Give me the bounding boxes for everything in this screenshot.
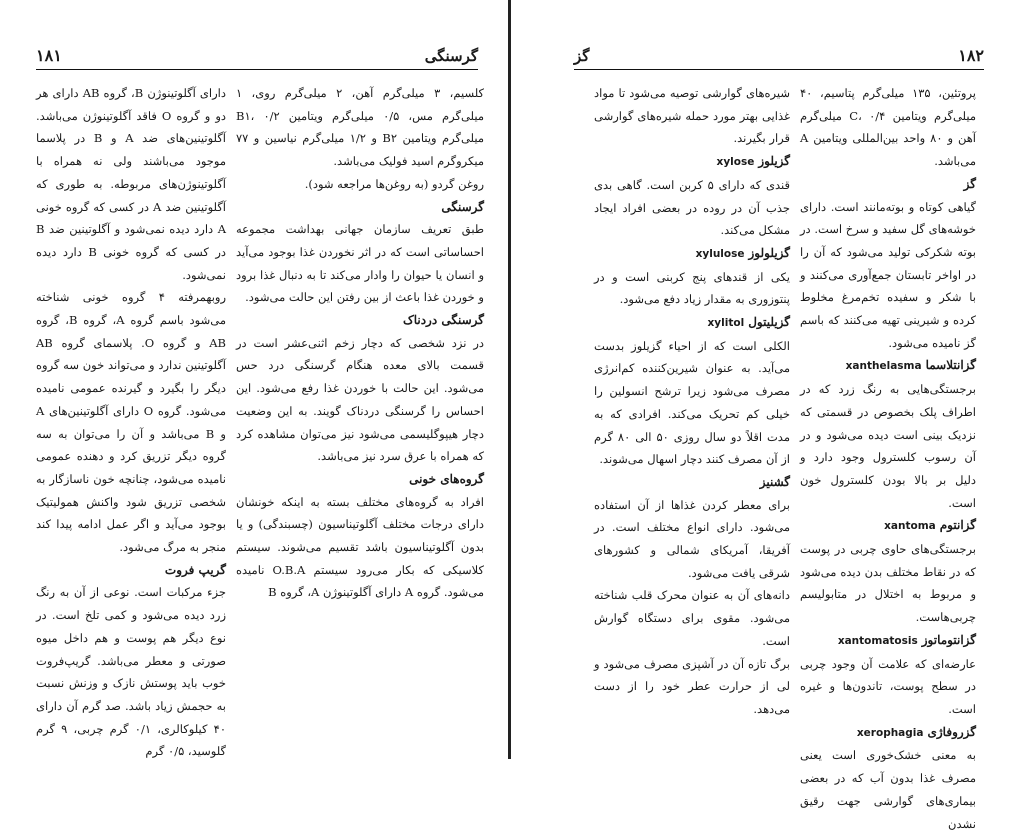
left-page-header: [36, 40, 478, 70]
dictionary-entry: [36, 286, 226, 558]
entry-headword: [800, 354, 976, 378]
headword-persian: گزیلولوز: [748, 245, 790, 260]
left-page-left-column: [36, 82, 227, 759]
dictionary-entry: [800, 721, 976, 835]
entry-headword: گریپ فروت: [164, 562, 226, 577]
entry-definition: افراد به گروه‌های مختلف بسته به اینکه خونشان دارای درجات مختلف آگلوتیناسیون (چسبندگی) و یا بدون آگلوتیناسیون باشد تقسیم می‌شوند. سیستم کلاسیکی که بکار می‌رود سیستم O.B.A نامیده می‌شود. گروه A دارای آگلوتینوژن A، گروه B: [236, 494, 484, 600]
entry-definition: کلسیم، ۳ میلی‌گرم آهن، ۲ میلی‌گرم روی، ۱ میلی‌گرم مس، ۰/۵ میلی‌گرم ویتامین B۱، ۰/۲ میلی‌گرم ویتامین B۲ و ۱/۲ میلی‌گرم نیاسین و ۷۷ میکروگرم اسید فولیک می‌باشد.: [236, 86, 484, 169]
dictionary-entry: [800, 354, 976, 514]
dictionary-entry: [594, 150, 790, 242]
headword-latin: xylitol: [707, 317, 745, 330]
right-running-head: گز: [574, 47, 590, 65]
entry-headword: گرسنگی دردناک: [402, 313, 484, 328]
entry-definition: عارضه‌ای که علامت آن وجود چربی در سطح پوست، تاندون‌ها و غیره است.: [800, 656, 976, 716]
entry-definition: الکلی است که از احیاء گزیلوز بدست می‌آید. به عنوان شیرین‌کننده کم‌انرژی مصرف می‌شود زیرا ترشح انسولین را خیلی کم تحریک می‌کند. افرادی که به مدت اقلاً دو سال روزی ۵۰ الی ۸۰ گرم از آن مصرف کنند دچار اسهال می‌شوند.: [594, 338, 790, 467]
entry-definition: گیاهی کوتاه و بوته‌مانند است. دارای خوشه‌های گل سفید و سرخ است. در بوته شکرکی تولید می‌شود که آن را در اواخر تابستان جمع‌آوری می‌کنند و با شکر و سفیده تخم‌مرغ مخلوط کرده و شیرینی تهیه می‌کنند که باسم گز نامیده می‌شود.: [800, 199, 976, 350]
dictionary-entry: [594, 653, 790, 721]
headword-persian: گزانتوم: [939, 518, 976, 533]
headword-persian: گزیلیتول: [748, 315, 790, 330]
entry-definition: دارای آگلوتینوژن B، گروه AB دارای هر دو و گروه O فاقد آگلوتینوژن می‌باشد. آگلوتینین‌های ضد A و B در پلاسما موجود می‌باشند ولی نه همراه با آگلوتینوژن‌های مربوطه. به طوری که آگلوتینین ضد A در کسی که گروه خونی A دارد دیده نمی‌شود و آگلوتینین ضد B در کسی که گروه خونی B دارد دیده نمی‌شود.: [36, 86, 227, 282]
entry-definition: یکی از قندهای پنج کربنی است و در پنتوزوری به مقدار زیاد دفع می‌شود.: [594, 269, 790, 307]
dictionary-entry: [236, 468, 484, 604]
right-page-number: ۱۸۲: [958, 46, 984, 65]
entry-definition: برای معطر کردن غذاها از آن استفاده می‌شود. دارای انواع مختلف است. در آفریقا، آمریکای شمالی و کشورهای شرقی یافت می‌شود.: [594, 497, 790, 580]
entry-headword: [594, 242, 790, 266]
right-page: [514, 0, 1024, 831]
dictionary-entry: [36, 82, 226, 286]
entry-definition: طبق تعریف سازمان جهانی بهداشت مجموعه احساساتی است که در اثر نخوردن غذا بوجود می‌آید و انسان یا حیوان را وادار می‌کند تا به دنبال غذا برود و خوردن غذا باعث از بین رفتن این حالت می‌شود.: [236, 222, 484, 305]
entry-definition: شیره‌های گوارشی توصیه می‌شود تا مواد غذایی بهتر مورد حمله شیره‌های گوارشی قرار بگیرند.: [594, 86, 790, 146]
dictionary-entry: [800, 629, 976, 721]
entry-definition: در نزد شخصی که دچار زخم اثنی‌عشر است در قسمت بالای معده هنگام گرسنگی درد حس می‌شود. این حالت با خوردن غذا رفع می‌شود. این احساس را گرسنگی دردناک گویند. به این وضعیت دچار هیپوگلیسمی می‌شود نیز می‌توان مشاهده کرد که همراه با عرق سرد نیز می‌باشد.: [236, 335, 484, 464]
headword-latin: xantomatosis: [837, 634, 918, 647]
entry-definition: قندی که دارای ۵ کربن است. گاهی بدی جذب آن در روده در بعضی افراد ایجاد مشکل می‌کند.: [594, 177, 790, 238]
entry-definition: جزء مرکبات است. نوعی از آن به رنگ زرد دیده می‌شود و کمی تلخ است. در نوع دیگر هم پوست و هم داخل میوه صورتی و معطر می‌باشد. گریپ‌فروت خوب باید پوستش نازک و وزنش نسبت به حجمش زیاد باشد. صد گرم آن دارای ۴۰ کیلوکالری، ۰/۱ گرم چربی، ۹ گرم گلوسید، ۰/۵ گرم: [36, 585, 227, 759]
right-page-right-column: [800, 82, 976, 831]
entry-definition: به معنی خشک‌خوری است یعنی مصرف غذا بدون آب که در بعضی بیماری‌های گوارشی جهت رقیق نشدن: [800, 748, 976, 831]
entry-headword: [800, 629, 976, 653]
entry-definition: روغن گردو (به روغن‌ها مراجعه شود).: [304, 176, 484, 191]
entry-headword: گرسنگی: [441, 199, 484, 214]
headword-latin: xantoma: [884, 520, 936, 533]
dictionary-entry: [236, 82, 484, 173]
entry-definition: دانه‌های آن به عنوان محرک قلب شناخته می‌شود. مقوی برای دستگاه گوارش است.: [594, 588, 790, 648]
dictionary-entry: [594, 584, 790, 652]
entry-definition: روبهمرفته ۴ گروه خونی شناخته می‌شود باسم گروه A، گروه B، گروه AB و گروه O. پلاسمای گروه AB آگلوتینین ندارد و می‌تواند خون سه گروه دیگر را بگیرد و گیرنده عمومی نامیده می‌شود. گروه O دارای آگلوتینین‌های A و B می‌باشد و آن را می‌توان به سه گروه دیگر تزریق کرد و دهنده عمومی نامیده می‌شود، چنانچه خون ناسازگار به شخصی تزریق شود واکنش همولیتیک بوجود می‌آید و اگر عمل ادامه پیدا کند منجر به مرگ می‌شود.: [36, 290, 227, 555]
headword-latin: xylose: [716, 156, 755, 169]
book-gutter: [508, 0, 511, 759]
headword-persian: گزانتلاسما: [925, 358, 976, 373]
left-page-number: ۱۸۱: [36, 46, 62, 65]
headword-persian: گزیلوز: [758, 154, 790, 169]
dictionary-entry: [236, 173, 484, 196]
dictionary-entry: [594, 471, 790, 585]
dictionary-entry: [594, 311, 790, 471]
left-page-right-column: [236, 82, 484, 722]
dictionary-entry: [800, 173, 976, 355]
entry-headword: [800, 514, 976, 538]
dictionary-entry: [236, 196, 484, 310]
headword-latin: xanthelasma: [845, 360, 922, 373]
entry-headword: [594, 150, 790, 174]
dictionary-entry: [36, 559, 226, 763]
entry-headword: گشنیز: [759, 474, 790, 489]
right-page-header: [574, 40, 984, 70]
entry-definition: پروتئین، ۱۳۵ میلی‌گرم پتاسیم، ۴۰ میلی‌گرم ویتامین C، ۰/۴ میلی‌گرم آهن و ۸۰ واحد بین‌المللی ویتامین A می‌باشد.: [800, 86, 976, 169]
left-running-head: گرسنگی: [424, 47, 478, 65]
entry-headword: [800, 721, 976, 745]
dictionary-entry: [594, 82, 790, 150]
entry-headword: [594, 311, 790, 335]
dictionary-entry: [594, 242, 790, 311]
entry-definition: برجستگی‌های حاوی چربی در پوست که در نقاط مختلف بدن دیده می‌شود و مربوط به اختلال در متابولیسم چربی‌هاست.: [800, 542, 976, 625]
entry-definition: برجستگی‌هایی به رنگ زرد که در اطراف پلک بخصوص در قسمتی که نزدیک بینی است دیده می‌شود و در آن رسوب کلسترول وجود دارد و دلیل بر بالا بودن کلسترول خون است.: [800, 382, 976, 510]
headword-latin: xerophagia: [856, 726, 924, 739]
headword-persian: گزانتوماتوز: [921, 632, 976, 647]
dictionary-entry: [236, 309, 484, 468]
dictionary-entry: [800, 82, 976, 173]
left-page: [0, 0, 506, 759]
headword-latin: xylulose: [695, 247, 745, 260]
entry-headword: [800, 173, 976, 196]
entry-headword: گروه‌های خونی: [409, 471, 484, 486]
right-page-left-column: [594, 82, 790, 722]
headword-persian: گزروفاژی: [927, 724, 976, 739]
headword-persian: گز: [963, 176, 976, 191]
entry-definition: برگ تازه آن در آشپزی مصرف می‌شود و لی از حرارت عطر خود را از دست می‌دهد.: [594, 656, 790, 716]
dictionary-entry: [800, 514, 976, 629]
